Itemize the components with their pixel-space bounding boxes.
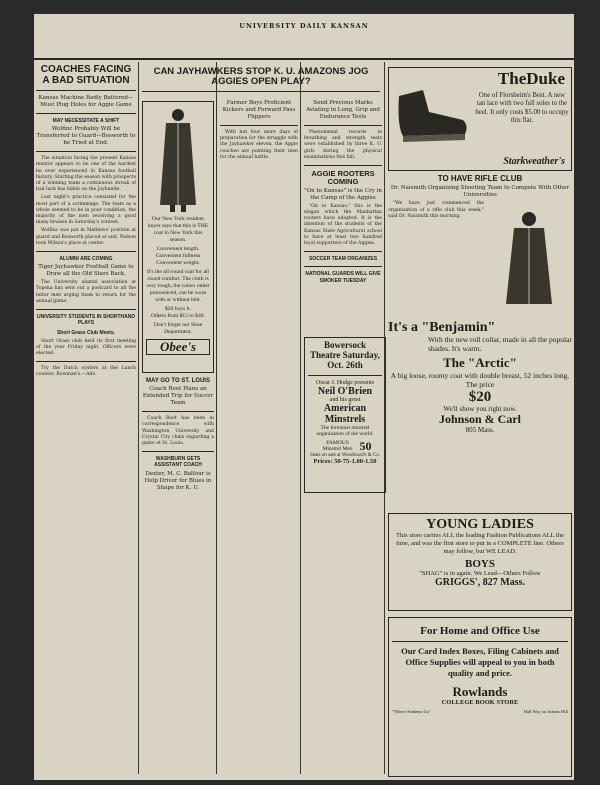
headline-jayhawkers: CAN JAYHAWKERS STOP K. U. AMAZONS JOG AGGIES OPEN PLAY? [142,64,380,96]
headline-soccer: SOCCER TEAM ORGANIZES [308,256,378,263]
bowersock-prices: Prices: 50-75-1.00-1.50 [313,457,377,465]
headline-students: UNIVERSITY STUDENTS IN SHORTHAND PLAYS [37,314,135,327]
rowlands-sub: COLLEGE BOOK STORE [441,699,519,707]
rowlands-title: For Home and Office Use [420,625,540,637]
body-farmer-boys: With but four more days of preparation for the struggle with the Jayhawker eleven, the Aggie coaches are pointing their men for the annual battle. [220,130,298,160]
overcoat-line-4: Convenient weight. [156,260,200,266]
deck-washburn: Dexter, M. C. Balfour is Help Driver for Blues in Shape for K. U. [144,470,212,491]
body-coaches-3: Wolfinc was put in Mathews' position at guard and Bosworth placed at end. Nelson took Wilson's place at center. [36,228,136,246]
bowersock-title: Bowersock Theatre Saturday, Oct. 26th [310,340,380,370]
headline-alumni: ALUMNI ARE COMING [59,256,113,263]
griggs-ad [388,513,572,611]
overcoat-line-7: Others from $15 to $40. [151,313,205,319]
headline-short-grass: Short Grass Club Meets. [56,330,116,337]
bowersock-presenter: Oscar J. Hodge presents [316,379,374,386]
griggs-body: This store carries ALL the leading Fashion Publications ALL the time, and was the first store to put in a COMPLETE line. Others may follow, but WE LEAD. [396,532,564,556]
benjamin-copy [388,320,572,434]
overcoat-line-8: Don't forget our Shoe Department. [153,322,203,335]
bowersock-number: 50 [359,438,372,453]
shoe-illustration [393,86,471,148]
overcoat-line-1: Our New York resident buyer says that this is THE coat in New York this season. [147,216,209,243]
duke-shoe-ad [388,67,572,171]
griggs-boys: BOYS [465,558,495,571]
body-st-louis: Coach Root has been in correspondence with Washington University and Crystal City clubs regarding a game at St. Louis. [142,416,214,447]
overcoat-illustration [148,105,208,213]
griggs-title: YOUNG LADIES [426,517,534,532]
deck-coaches: Kansas Machine Badly Battered—Must Plug Holes for Aggie Game [38,95,134,108]
benjamin-line-3: We'll show you right now. [443,405,517,414]
footer-note: Try the Dutch oysters at the Lunch counter, Bowman's.—Adv. [36,366,136,378]
body-rifle: "We have just commenced the organization of a rifle club this week," said Dr. Naismith this morning. [388,201,484,219]
griggs-store: GRIGGS', 827 Mass. [434,577,525,589]
johnson-carl-address: 805 Mass. [465,426,495,435]
deck-farmer-boys: Farmer Boys Proficient Kickers and Forward Pass Flippers [222,100,296,120]
benjamin-line-2: A big loose, roomy coat with double breast, 52 inches long. The price [390,370,570,389]
overcoat-line-2: Convenient length. [156,246,200,252]
body-amazons: Phenomenal records in breathing and strength tests were established by three K. U. girls during the physical examinations this fall. [304,130,382,160]
running-title: UNIVERSITY DAILY KANSAN [239,22,369,30]
benjamin-coat-illustration [494,210,564,310]
johnson-carl: Johnson & Carl [438,412,521,427]
headline-coaches: COACHES FACING A BAD SITUATION [40,64,132,86]
column-3 [220,98,298,774]
bowersock-famous: FAMOUS Minstrel Men [322,440,353,453]
subdeck-wolfinc: Wolfinc Probably Will be Transferred to Guard—Bosworth to be Tried at End. [36,126,136,147]
overcoat-line-3: Convenient fullness [155,253,201,259]
column-1 [36,62,136,774]
arctic-title: The "Arctic" [443,355,517,371]
duke-copy: One of Florsheim's Best. A new tan lace with two full soles to the heel. It only costs $5.00 to occupy this flat. [475,92,569,125]
bowersock-star: Neil O'Brien [317,385,373,397]
benjamin-line-1: With the new roll collar, made in all the popular shades. It's warm. [428,335,572,354]
rowlands-ad [388,617,572,777]
rowlands-footer-right: Hall Way on Adams Hill [523,709,568,715]
deck-st-louis: Coach Root Plans an Extended Trip for Soccer Team [142,386,214,407]
bowersock-line-2: and his great [329,396,361,403]
rowlands-footer-left: "Where Students Go" [392,709,431,715]
headline-rooters: AGGIE ROOTERS COMING [311,169,375,186]
deck-amazons: Send Previous Marks Aviating in Lung, Grip and Endurance Tests [306,100,380,120]
body-rooters: "On to Kansas," this is the slogan which the Manhattan rooters have adopted. It is the intention of the students of the Kansas State Agricultural school to have at least two hundred loyal supporters of the Aggies. [304,203,382,246]
subhead-shift: MAY NECESSITATE A SHIFT [52,118,120,124]
duke-brand: TheDuke [497,69,565,88]
deck-rifle: Dr. Naismith Organizing Shooting Team to Compete With Other Universities [390,185,570,199]
column-2-lower [142,374,214,774]
masthead [34,16,574,60]
bowersock-seats: Seats on sale at Woodward's & Co. [310,452,380,458]
deck-rooters: "On to Kansas" is the Cry in the Camp of the Aggies [304,187,382,201]
overcoat-ad [142,101,214,373]
benjamin-title: It's a "Benjamin" [388,320,496,335]
deck-alumni: Tiger Jayhawker Football Game to Draw all the Old Stars Back. [38,264,134,278]
obees-brand: Obee's [146,339,210,355]
headline-national-guards: NATIONAL GUARDS WILL GIVE SMOKER TUESDAY [305,271,381,284]
overcoat-line-5: It's the all round coat for all round comfort. The cloth is very rough, the colors rather pronounced, can be worn with or without belt. [146,269,210,303]
headline-rifle: TO HAVE RIFLE CLUB [437,174,523,183]
bowersock-tagline: The foremost minstrel organization of the world. [316,424,374,438]
body-short-grass: Short Grass club held its first meeting of the year Friday night. Officers were elected. [36,338,136,357]
newspaper-page [34,14,574,780]
body-coaches-2: Last night's practice consisted for the most part of a scrimmage. The team as a whole seemed to be in poor condition, the majority of the men receiving a good many bruises in Saturday's contest. [36,195,136,226]
body-coaches-1: The situation facing the present Kansas mentor appears to be one of the hardest he ever experienced in Kansas football history. Starting the season with prospects of a winning team a continuous streak of bad luck has fallen on the Jayhawks. [36,156,136,193]
overcoat-line-6: $20 buys it. [164,306,192,312]
bowersock-company: American Minstrels [323,402,367,425]
headline-washburn: WASHBURN GETS ASSISTANT COACH [154,456,202,469]
benjamin-price: $20 [468,388,492,405]
headline-st-louis: MAY GO TO ST. LOUIS [146,378,210,384]
rowlands-store: Rowlands [452,684,508,700]
body-alumni: The University alumni association at Topeka has sent out a postcard to all the letter men urging them to return for the annual game. [36,280,136,304]
duke-store: Starkweather's [503,156,565,167]
griggs-boys-body: "SHAG" is in again. We Lead—Others Follow [419,570,541,578]
bowersock-ad [304,337,386,493]
rowlands-body: Our Card Index Boxes, Filing Cabinets and Office Supplies will appeal to you in both quality and price. [401,646,559,679]
